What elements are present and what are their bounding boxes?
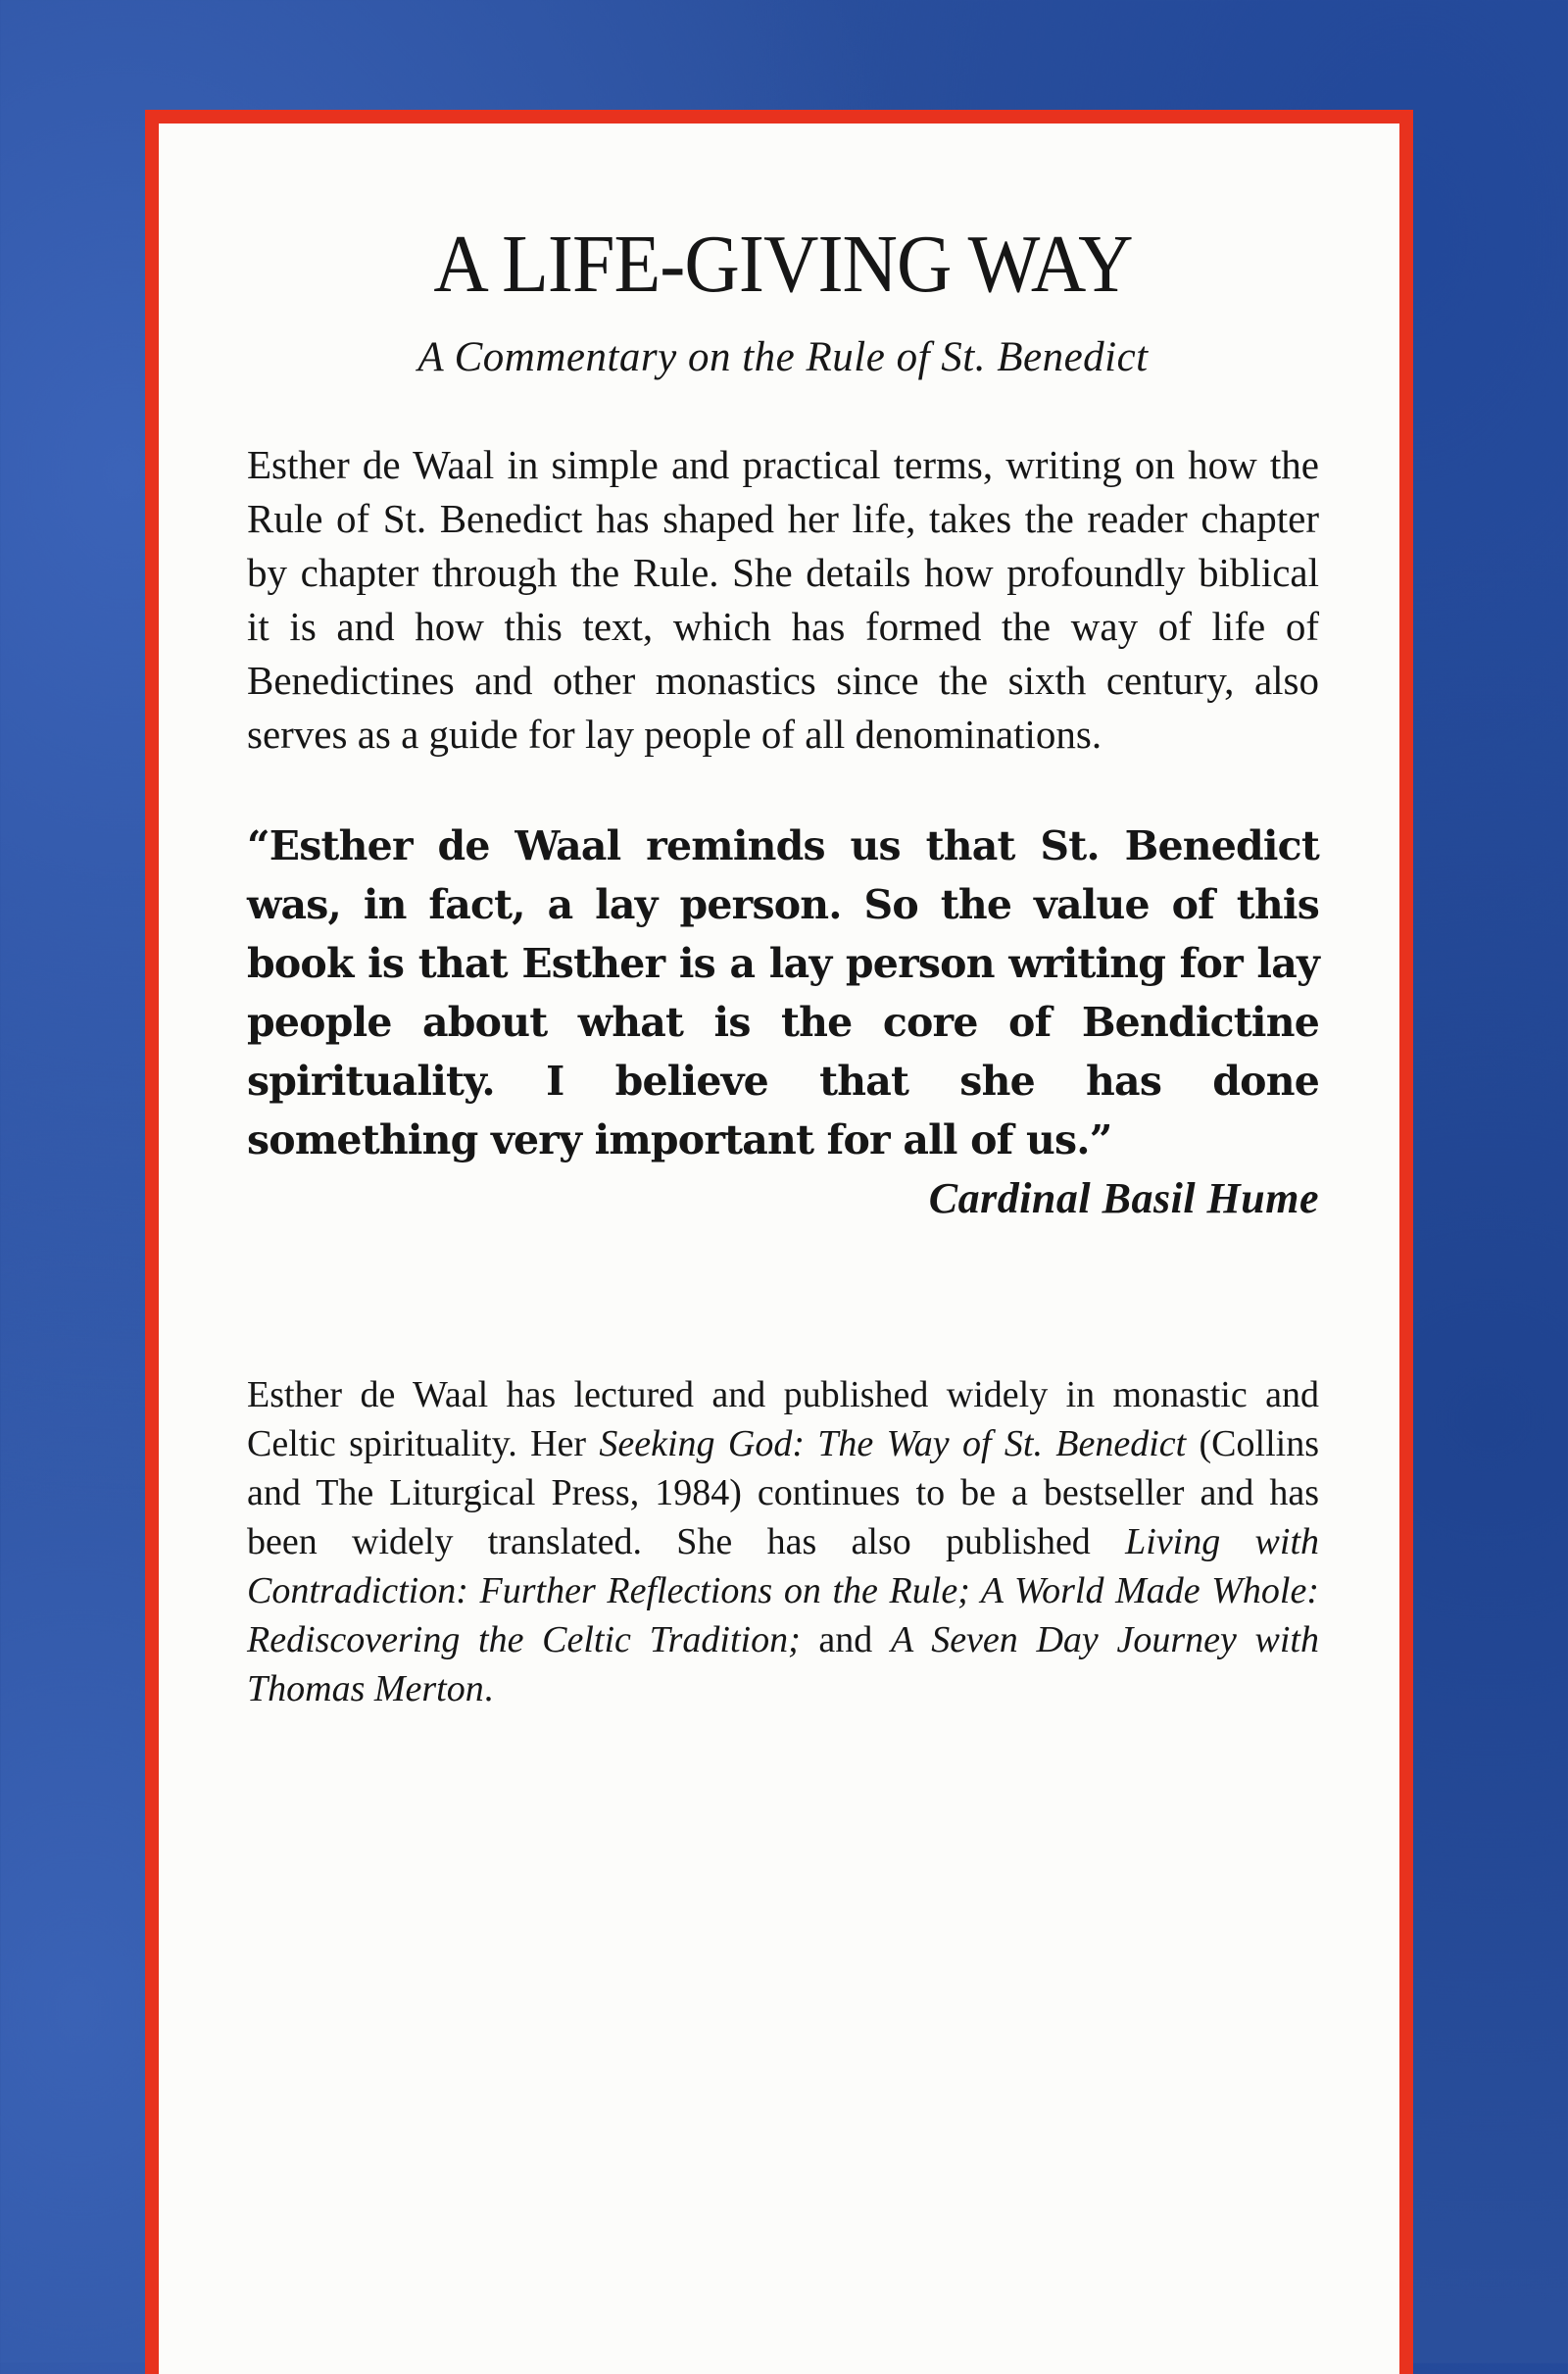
bio-book-title: A Seven Day Journey with Thomas Merton	[247, 1619, 1319, 1710]
bio-text: Esther de Waal has lectured and published widely in monastic and Celtic spirituality. Her	[247, 1374, 1319, 1465]
bio-text: and	[800, 1619, 891, 1661]
bio-text: .	[483, 1668, 494, 1710]
endorsement-quote: “Esther de Waal reminds us that St. Benedict was, in fact, a lay person. So the value of this book is that Esther is a lay person writing for lay people about what is the core of Bendictine spirituality. I believe that she has done something very important for all of us.”	[247, 822, 1319, 1164]
bio-book-title: Seeking God: The Way of St. Benedict	[599, 1423, 1187, 1465]
book-subtitle: A Commentary on the Rule of St. Benedict	[417, 334, 1149, 381]
book-description: Esther de Waal in simple and practical terms, writing on how the Rule of St. Benedict has shaped her life, takes the reader chapter by chapter through the Rule. She details how profoundly biblical it is and how this text, which has formed the way of life of Benedictines and other monastics since the sixth century, also serves as a guide for lay people of all denominations.	[247, 442, 1319, 758]
endorsement-attribution: Cardinal Basil Hume	[928, 1174, 1319, 1223]
bio-book-title: Living with Contradiction: Further Reflections on the Rule; A World Made Whole: Rediscovering the Celtic Tradition;	[247, 1521, 1320, 1661]
book-title: A LIFE-GIVING WAY	[433, 219, 1133, 310]
author-bio	[247, 1370, 1319, 1713]
bio-text: (Collins and The Liturgical Press, 1984) continues to be a bestseller and has been widely translated. She has also published	[247, 1423, 1319, 1563]
cover-content	[247, 219, 1320, 1713]
cover-panel	[145, 110, 1413, 2374]
